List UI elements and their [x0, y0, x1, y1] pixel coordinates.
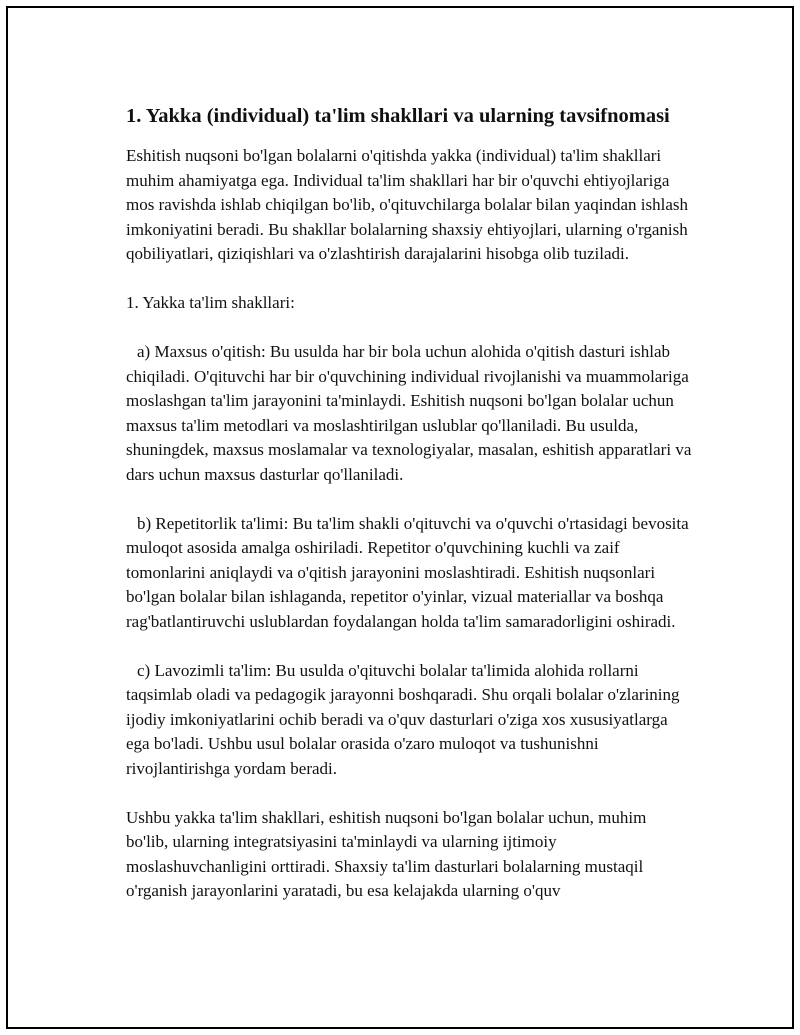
- closing-paragraph: Ushbu yakka ta'lim shakllari, eshitish nuqsoni bo'lgan bolalar uchun, muhim bo'lib, ularning integratsiyasini ta'minlaydi va ularning ijtimoiy moslashuvchanligini orttiradi. Shaxsiy ta'lim dasturlari bolalarning mustaqil o'rganish jarayonlarini yaratadi, bu esa kelajakda ularning o'quv: [126, 807, 647, 900]
- list-item-b: b) Repetitorlik ta'limi: Bu ta'lim shakli o'qituvchi va o'quvchi o'rtasidagi bevosita muloqot asosida amalga oshiriladi. Repetitor o'quvchining kuchli va zaif tomonlarini aniqlaydi va o'qitish jarayonini moslashtiradi. Eshitish nuqsonlari bo'lgan bolalar bilan ishlaganda, repetitor o'yinlar, vizual materiallar va boshqa rag'batlantiruvchi uslublardan foydalangan holda ta'lim samaradorligini oshiradi.: [126, 513, 689, 631]
- document-body: [126, 102, 692, 904]
- page-frame: [6, 6, 794, 1029]
- list-item-a: a) Maxsus o'qitish: Bu usulda har bir bola uchun alohida o'qitish dasturi ishlab chiqiladi. O'qituvchi har bir o'quvchining individual rivojlanishi va muammolariga moslashgan ta'lim jarayonini ta'minlaydi. Eshitish nuqsoni bo'lgan bolalar uchun maxsus ta'lim metodlari va moslashtirilgan uslublar qo'llaniladi. Bu usulda, shuningdek, maxsus moslamalar va texnologiyalar, masalan, eshitish apparatlari va dars uchun maxsus dasturlar qo'llaniladi.: [126, 342, 692, 484]
- paragraph-gap: [126, 487, 692, 512]
- paragraph-gap: [126, 781, 692, 806]
- paragraph-gap: [126, 316, 692, 341]
- paragraph-gap: [126, 267, 692, 292]
- document-title: 1. Yakka (individual) ta'lim shakllari va ularning tavsifnomasi: [126, 105, 670, 127]
- list-item-c: c) Lavozimli ta'lim: Bu usulda o'qituvchi bolalar ta'limida alohida rollarni taqsimlab oladi va pedagogik jarayonni boshqaradi. Shu orqali bolalar o'zlarining ijodiy imkoniyatlarini ochib beradi va o'quv dasturlari o'ziga xos xususiyatlarga ega bo'ladi. Ushbu usul bolalar orasida o'zaro muloqot va tushunishni rivojlantirishga yordam beradi.: [126, 660, 680, 778]
- intro-paragraph: Eshitish nuqsoni bo'lgan bolalarni o'qitishda yakka (individual) ta'lim shakllari muhim ahamiyatga ega. Individual ta'lim shakllari har bir o'quvchi ehtiyojlariga mos ravishda ishlab chiqilgan bo'lib, o'qituvchilarga bolalar bilan yaqindan ishlash imkoniyatini beradi. Bu shakllar bolalarning shaxsiy ehtiyojlari, ularning o'rganish qobiliyatlari, qiziqishlari va o'zlashtirish darajalarini hisobga olib tuziladi.: [126, 146, 688, 263]
- paragraph-gap: [126, 634, 692, 659]
- list-heading: 1. Yakka ta'lim shakllari:: [126, 293, 295, 312]
